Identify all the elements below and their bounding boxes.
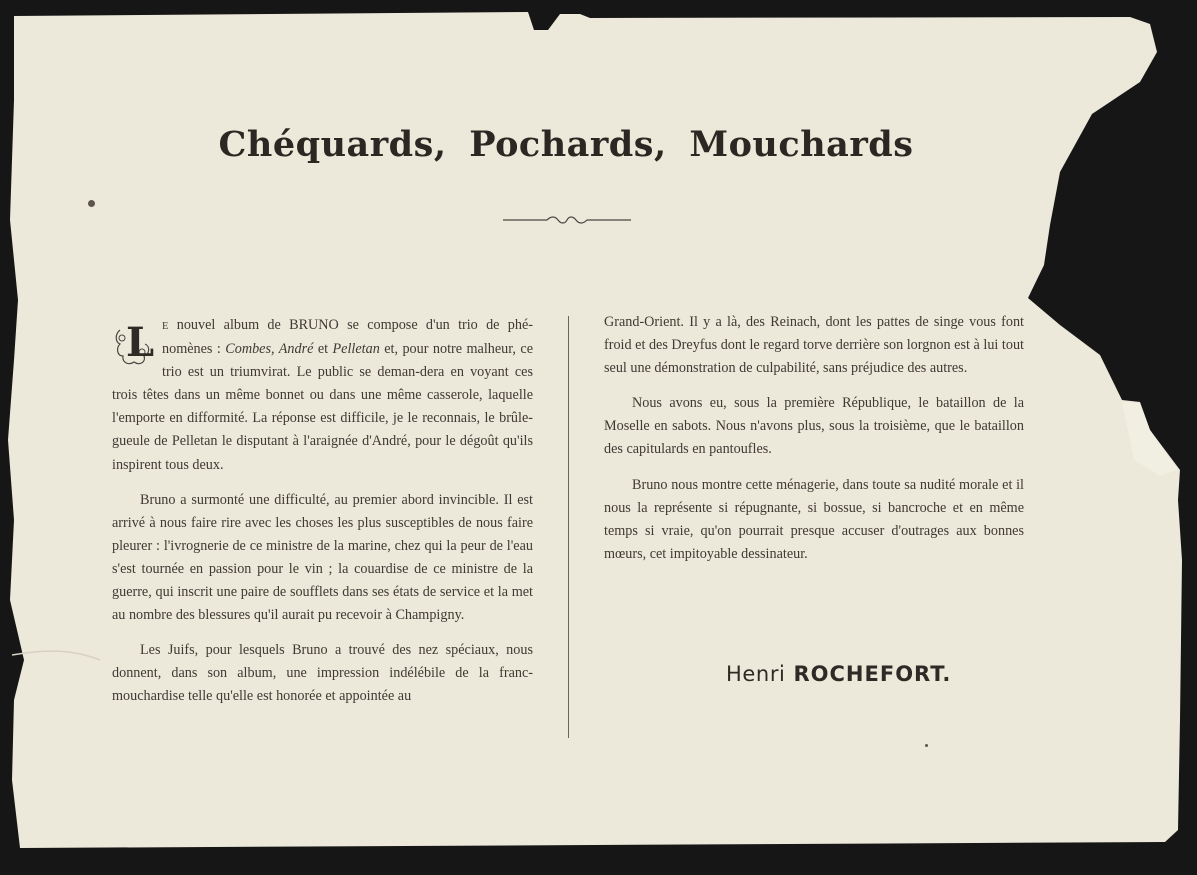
right-column — [604, 311, 1024, 578]
paragraph: Les Juifs, pour lesquels Bruno a trouvé des nez spéciaux, nous donnent, dans son album, une impression indélébile de la franc-mouchardise telle qu'elle est honorée et appointée au — [112, 642, 533, 705]
text-run: et, pour notre malheur, ce trio est un triumvirat. Le public se deman-dera en voyant ces trois têtes dans un même bonnet ou dans une même casserole, laquelle l'emporte en difformité. La réponse est difficile, je le reconnais, le brûle-gueule de Pelletan le disputant à l'araignée d'André, pour le dégoût qu'ils inspirent tous deux. — [112, 341, 533, 473]
paragraph: Bruno nous montre cette ménagerie, dans toute sa nudité morale et il nous la représente si répugnante, si bossue, si bancroche et en même temps si vraie, qu'on pourrait presque accuser d'outrages aux bonnes mœurs, cet impitoyable dessinateur. — [604, 476, 1024, 562]
names-italic: Combes, André — [225, 341, 314, 358]
paragraph: Grand-Orient. Il y a là, des Reinach, dont les pattes de singe vous font froid et des Dreyfus dont le regard torve derrière son lorgnon est à lui tout seul une démonstration de culpabilité, sans préjudice des autres. — [604, 314, 1024, 377]
lead-letter: E — [162, 321, 169, 332]
ink-speck — [88, 200, 95, 207]
paragraph — [112, 314, 533, 477]
ink-speck — [925, 744, 928, 747]
left-column — [112, 314, 533, 721]
column-divider — [568, 316, 569, 738]
dropcap-ornament — [112, 316, 156, 370]
paragraph: Bruno a surmonté une difficulté, au premier abord invincible. Il est arrivé à nous faire rire avec les choses les plus susceptibles de nous faire pleurer : l'ivrognerie de ce ministre de la marine, chez qui la peur de l'eau s'est tournée en passion pour le vin ; la couardise de ce ministre de la guerre, qui inscrit une paire de soufflets dans ses états de service et la met au nombre des blessures qu'il aurait pu recevoir à Champigny. — [112, 491, 533, 624]
ornament-divider — [503, 213, 631, 227]
paragraph: Nous avons eu, sous la première République, le bataillon de la Moselle en sabots. Nous n'avons plus, sous la troisième, que le bataillon des capitulards en pantoufles. — [604, 395, 1024, 458]
signature-first-name: Henri — [726, 662, 786, 686]
text-run: nouvel album de BRUNO se compose d'un trio de phé-nomènes : — [162, 317, 533, 358]
dropcap-letter: L — [126, 319, 155, 366]
document-title: Chéquards, Pochards, Mouchards — [218, 124, 914, 165]
text-run: et — [313, 341, 333, 358]
names-italic: Pelletan — [332, 341, 380, 358]
signature — [726, 662, 1016, 686]
signature-surname: ROCHEFORT. — [793, 662, 952, 686]
